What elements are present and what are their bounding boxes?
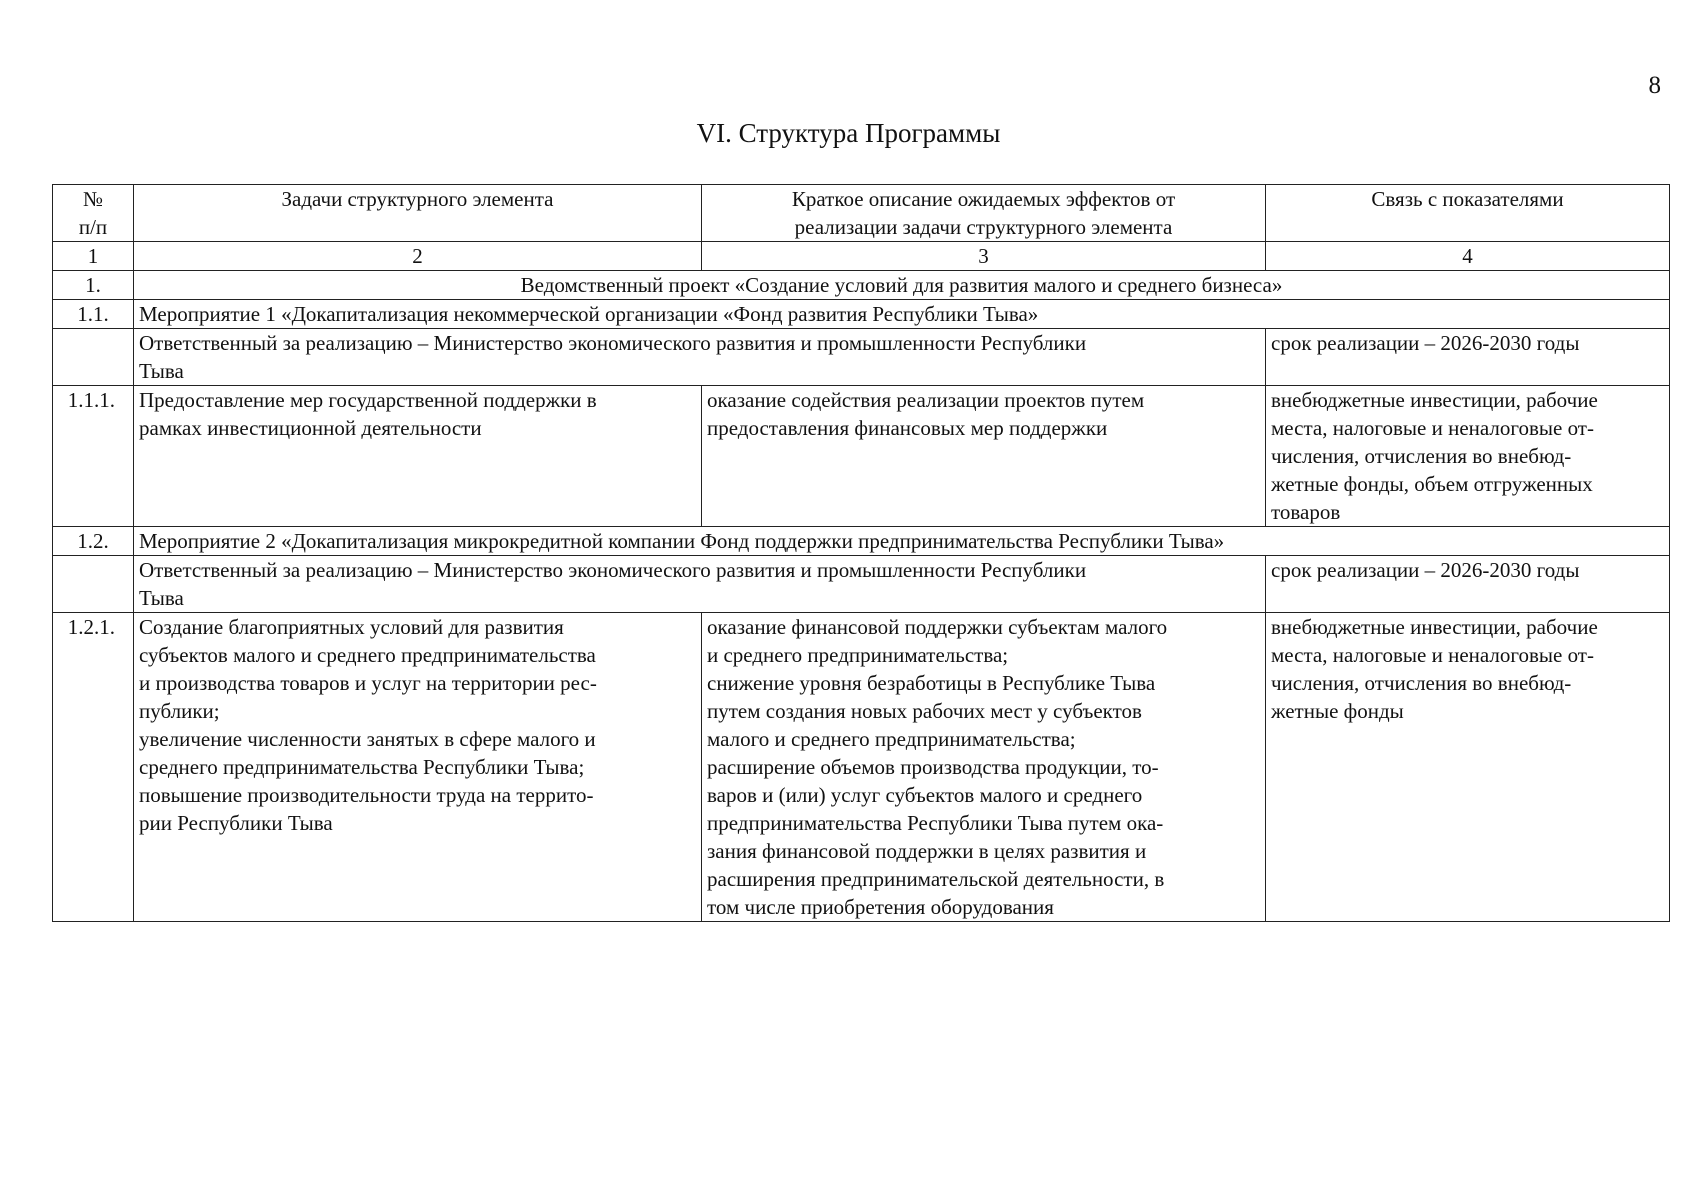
effects-text: оказание содействия реализации проектов путем предоставления финансовых мер поддержки — [702, 386, 1266, 527]
column-number: 4 — [1266, 242, 1670, 271]
indicators-text: внебюджетные инвестиции, рабочие места, налоговые и неналоговые от- числения, отчисления во внебюд- жетные фонды, объем отгруженных товаров — [1266, 386, 1670, 527]
task-text: Создание благоприятных условий для развития субъектов малого и среднего предпринимательства и производства товаров и услуг на территории рес- публики; увеличение численности занятых в сфере малого и среднего предпринимательства Республики Тыва; повышение производительности труда на террито- рии Республики Тыва — [134, 613, 702, 922]
event-row — [53, 527, 1670, 556]
event-title: Мероприятие 2 «Докапитализация микрокредитной компании Фонд поддержки предпринимательства Республики Тыва» — [134, 527, 1670, 556]
row-number: 1.1.1. — [53, 386, 134, 527]
row-number: 1. — [53, 271, 134, 300]
task-text: Предоставление мер государственной поддержки в рамках инвестиционной деятельности — [134, 386, 702, 527]
effects-text: оказание финансовой поддержки субъектам малого и среднего предпринимательства; снижение уровня безработицы в Республике Тыва путем создания новых рабочих мест у субъектов малого и среднего предпринимательства; расширение объемов производства продукции, то- варов и (или) услуг субъектов малого и среднего предпринимательства Республики Тыва путем ока- зания финансовой поддержки в целях развития и расширения предпринимательской деятельности, в том числе приобретения оборудования — [702, 613, 1266, 922]
header-effects: Краткое описание ожидаемых эффектов от реализации задачи структурного элемента — [702, 185, 1266, 242]
indicators-text: внебюджетные инвестиции, рабочие места, налоговые и неналоговые от- числения, отчисления во внебюд- жетные фонды — [1266, 613, 1670, 922]
page-title: VI. Структура Программы — [696, 118, 1001, 148]
task-row — [53, 613, 1670, 922]
empty-cell — [53, 329, 134, 386]
implementation-period: срок реализации – 2026-2030 годы — [1266, 556, 1670, 613]
empty-cell — [53, 556, 134, 613]
event-row — [53, 300, 1670, 329]
header-number: № п/п — [53, 185, 134, 242]
program-structure-table — [52, 184, 1670, 922]
row-number: 1.2.1. — [53, 613, 134, 922]
header-indicators: Связь с показателями — [1266, 185, 1670, 242]
event-title: Мероприятие 1 «Докапитализация некоммерческой организации «Фонд развития Республики Тыва» — [134, 300, 1670, 329]
column-number: 2 — [134, 242, 702, 271]
implementation-period: срок реализации – 2026-2030 годы — [1266, 329, 1670, 386]
responsible-row — [53, 556, 1670, 613]
header-tasks: Задачи структурного элемента — [134, 185, 702, 242]
table-header-row — [53, 185, 1670, 242]
responsible-text: Ответственный за реализацию – Министерство экономического развития и промышленности Республики Тыва — [134, 556, 1266, 613]
responsible-row — [53, 329, 1670, 386]
responsible-text: Ответственный за реализацию – Министерство экономического развития и промышленности Республики Тыва — [134, 329, 1266, 386]
row-number: 1.2. — [53, 527, 134, 556]
project-title: Ведомственный проект «Создание условий для развития малого и среднего бизнеса» — [134, 271, 1670, 300]
page-number: 8 — [1648, 72, 1661, 99]
column-number: 1 — [53, 242, 134, 271]
row-number: 1.1. — [53, 300, 134, 329]
task-row — [53, 386, 1670, 527]
project-row — [53, 271, 1670, 300]
column-numbers-row — [53, 242, 1670, 271]
column-number: 3 — [702, 242, 1266, 271]
